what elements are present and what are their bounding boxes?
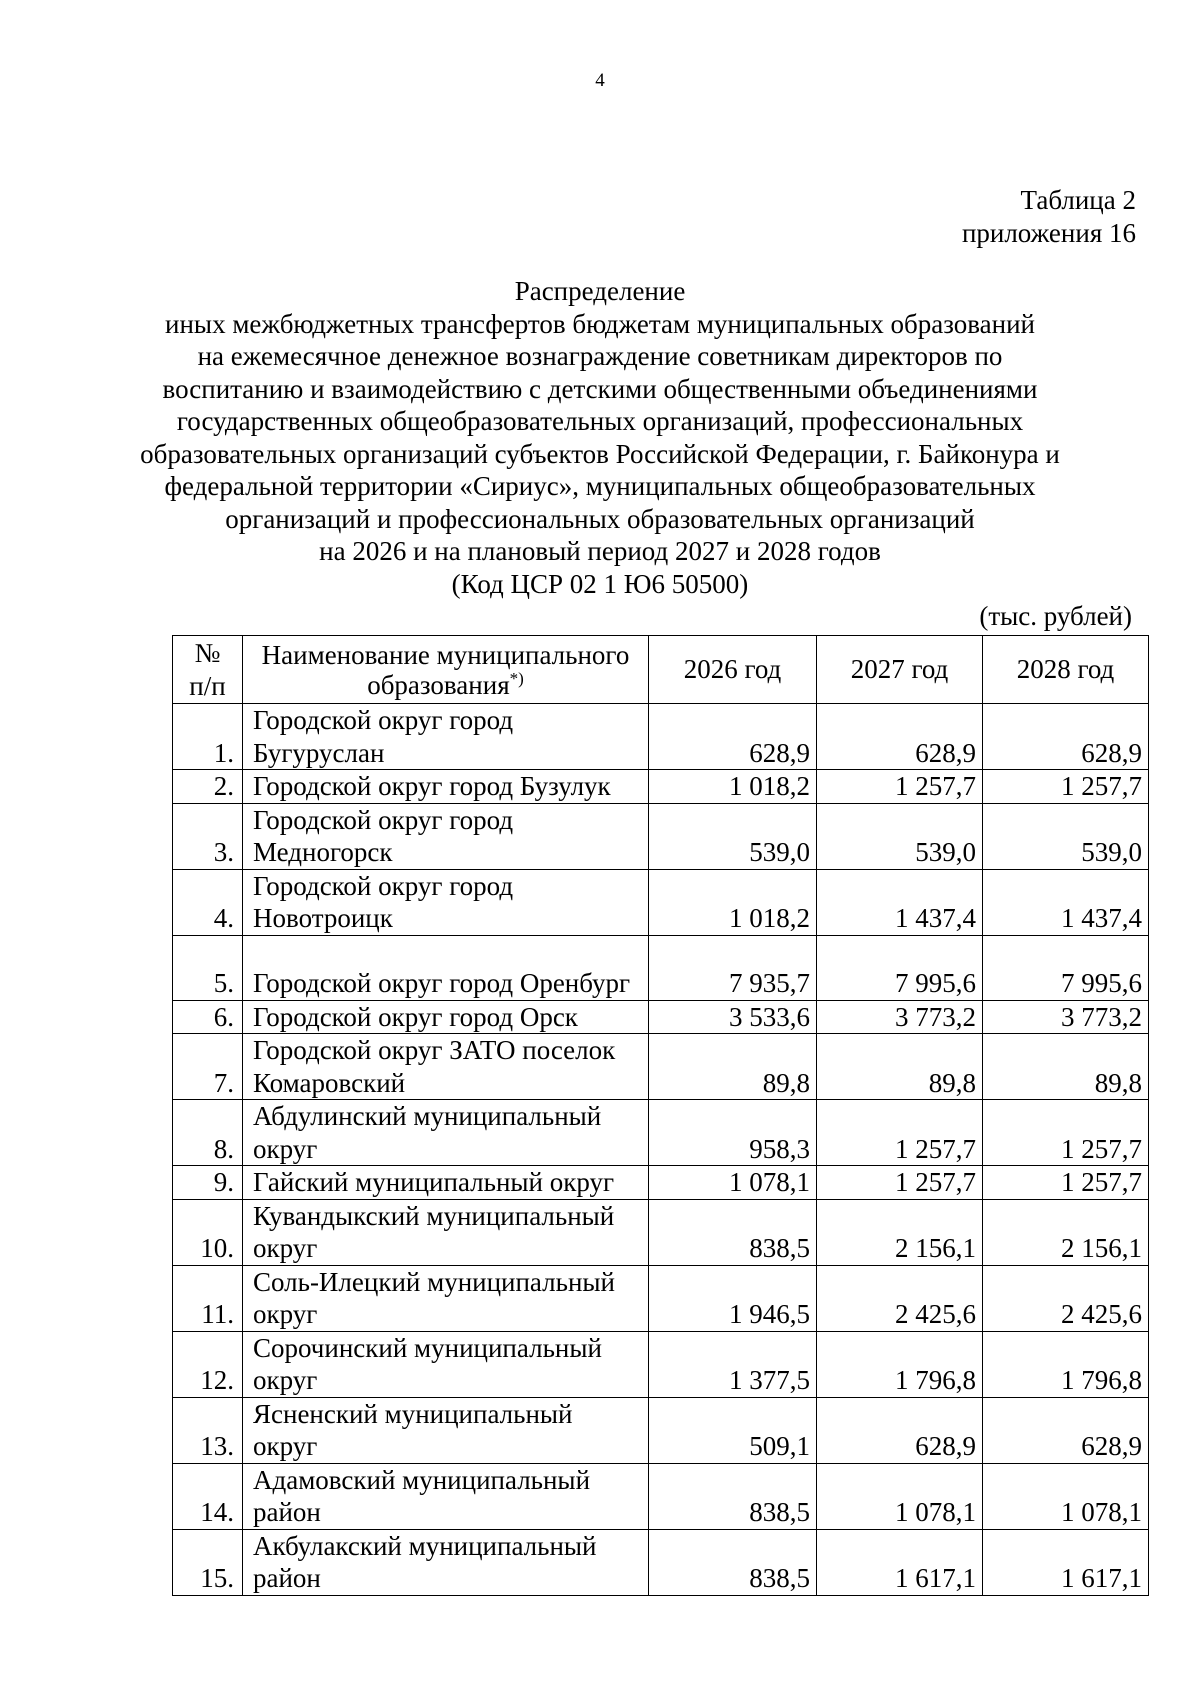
- table-header-row: [173, 636, 1149, 704]
- row-number: 5.: [173, 935, 243, 1000]
- table-row: [173, 770, 1149, 804]
- row-number: 13.: [173, 1397, 243, 1463]
- municipality-name: Соль-Илецкий муниципальный округ: [243, 1265, 649, 1331]
- table-reference-line1: Таблица 2: [1020, 185, 1136, 215]
- table-row: [173, 935, 1149, 1000]
- title-line: организаций и профессиональных образовательных организаций: [225, 503, 975, 534]
- value-2028: 1 257,7: [983, 770, 1149, 804]
- value-2027: 7 995,6: [817, 935, 983, 1000]
- distribution-table: [172, 635, 1149, 1596]
- value-2028: 7 995,6: [983, 935, 1149, 1000]
- value-2028: 628,9: [983, 704, 1149, 770]
- title-line: иных межбюджетных трансфертов бюджетам муниципальных образований: [165, 308, 1035, 339]
- value-2028: 1 796,8: [983, 1331, 1149, 1397]
- value-2028: 1 078,1: [983, 1463, 1149, 1529]
- value-2027: 628,9: [817, 1397, 983, 1463]
- value-2026: 89,8: [649, 1034, 817, 1100]
- value-2028: 628,9: [983, 1397, 1149, 1463]
- municipality-name: Городской округ город Новотроицк: [243, 869, 649, 935]
- value-2026: 1 078,1: [649, 1166, 817, 1200]
- value-2026: 509,1: [649, 1397, 817, 1463]
- table-reference-line2: приложения 16: [961, 218, 1136, 248]
- header-number: № п/п: [173, 636, 243, 704]
- title-line: образовательных организаций субъектов Российской Федерации, г. Байконура и: [140, 438, 1060, 469]
- value-2028: 1 257,7: [983, 1100, 1149, 1166]
- table-row: [173, 803, 1149, 869]
- value-2026: 1 946,5: [649, 1265, 817, 1331]
- value-2028: 2 156,1: [983, 1199, 1149, 1265]
- value-2026: 3 533,6: [649, 1000, 817, 1034]
- value-2028: 539,0: [983, 803, 1149, 869]
- municipality-name: Городской округ ЗАТО поселок Комаровский: [243, 1034, 649, 1100]
- value-2027: 1 257,7: [817, 1166, 983, 1200]
- row-number: 14.: [173, 1463, 243, 1529]
- value-2027: 89,8: [817, 1034, 983, 1100]
- value-2028: 1 257,7: [983, 1166, 1149, 1200]
- table-row: [173, 869, 1149, 935]
- table-row: [173, 1331, 1149, 1397]
- table-row: [173, 1100, 1149, 1166]
- title-line: (Код ЦСР 02 1 Ю6 50500): [451, 568, 749, 599]
- title-line: государственных общеобразовательных организаций, профессиональных: [176, 406, 1024, 436]
- table-row: [173, 1265, 1149, 1331]
- table-row: [173, 1199, 1149, 1265]
- municipality-name: Ясненский муниципальный округ: [243, 1397, 649, 1463]
- value-2028: 89,8: [983, 1034, 1149, 1100]
- value-2027: 1 796,8: [817, 1331, 983, 1397]
- value-2026: 7 935,7: [649, 935, 817, 1000]
- value-2027: 2 156,1: [817, 1199, 983, 1265]
- value-2027: 1 078,1: [817, 1463, 983, 1529]
- value-2028: 3 773,2: [983, 1000, 1149, 1034]
- row-number: 6.: [173, 1000, 243, 1034]
- units-label: (тыс. рублей): [979, 601, 1132, 631]
- row-number: 8.: [173, 1100, 243, 1166]
- header-2028: 2028 год: [983, 636, 1149, 704]
- value-2026: 838,5: [649, 1529, 817, 1595]
- municipality-name: Абдулинский муниципальный округ: [243, 1100, 649, 1166]
- municipality-name: Городской округ город Оренбург: [243, 935, 649, 1000]
- row-number: 12.: [173, 1331, 243, 1397]
- row-number: 3.: [173, 803, 243, 869]
- title-line: на 2026 и на плановый период 2027 и 2028 годов: [319, 536, 881, 566]
- row-number: 1.: [173, 704, 243, 770]
- table-row: [173, 1463, 1149, 1529]
- municipality-name: Сорочинский муниципальный округ: [243, 1331, 649, 1397]
- row-number: 11.: [173, 1265, 243, 1331]
- value-2026: 958,3: [649, 1100, 817, 1166]
- value-2027: 1 257,7: [817, 770, 983, 804]
- row-number: 10.: [173, 1199, 243, 1265]
- title-line: федеральной территории «Сириус», муниципальных общеобразовательных: [164, 471, 1036, 501]
- municipality-name: Гайский муниципальный округ: [243, 1166, 649, 1200]
- document-title: [0, 275, 1200, 600]
- municipality-name: Адамовский муниципальный район: [243, 1463, 649, 1529]
- value-2028: 2 425,6: [983, 1265, 1149, 1331]
- table-row: [173, 1034, 1149, 1100]
- row-number: 7.: [173, 1034, 243, 1100]
- title-line: Распределение: [514, 276, 686, 306]
- municipality-name: Городской округ город Бугуруслан: [243, 704, 649, 770]
- table-row: [173, 1000, 1149, 1034]
- table-row: [173, 1166, 1149, 1200]
- municipality-name: Городской округ город Медногорск: [243, 803, 649, 869]
- value-2027: 1 617,1: [817, 1529, 983, 1595]
- value-2028: 1 437,4: [983, 869, 1149, 935]
- value-2026: 838,5: [649, 1199, 817, 1265]
- value-2026: 1 377,5: [649, 1331, 817, 1397]
- value-2027: 3 773,2: [817, 1000, 983, 1034]
- value-2027: 1 437,4: [817, 869, 983, 935]
- municipality-name: Акбулакский муниципальный район: [243, 1529, 649, 1595]
- row-number: 9.: [173, 1166, 243, 1200]
- header-name: Наименование муниципального образования*): [243, 636, 649, 704]
- title-line: на ежемесячное денежное вознаграждение советникам директоров по: [197, 341, 1003, 371]
- municipality-name: Кувандыкский муниципальный округ: [243, 1199, 649, 1265]
- table-row: [173, 704, 1149, 770]
- footnote-mark: *): [509, 668, 524, 688]
- value-2027: 539,0: [817, 803, 983, 869]
- row-number: 15.: [173, 1529, 243, 1595]
- value-2026: 838,5: [649, 1463, 817, 1529]
- title-line: воспитанию и взаимодействию с детскими общественными объединениями: [162, 373, 1038, 404]
- value-2027: 1 257,7: [817, 1100, 983, 1166]
- value-2027: 2 425,6: [817, 1265, 983, 1331]
- value-2026: 539,0: [649, 803, 817, 869]
- table-row: [173, 1397, 1149, 1463]
- table-row: [173, 1529, 1149, 1595]
- value-2026: 628,9: [649, 704, 817, 770]
- page-number: 4: [595, 70, 605, 91]
- value-2026: 1 018,2: [649, 770, 817, 804]
- value-2027: 628,9: [817, 704, 983, 770]
- table-reference: [962, 184, 1136, 250]
- row-number: 4.: [173, 869, 243, 935]
- header-2027: 2027 год: [817, 636, 983, 704]
- value-2026: 1 018,2: [649, 869, 817, 935]
- municipality-name: Городской округ город Орск: [243, 1000, 649, 1034]
- header-2026: 2026 год: [649, 636, 817, 704]
- municipality-name: Городской округ город Бузулук: [243, 770, 649, 804]
- row-number: 2.: [173, 770, 243, 804]
- value-2028: 1 617,1: [983, 1529, 1149, 1595]
